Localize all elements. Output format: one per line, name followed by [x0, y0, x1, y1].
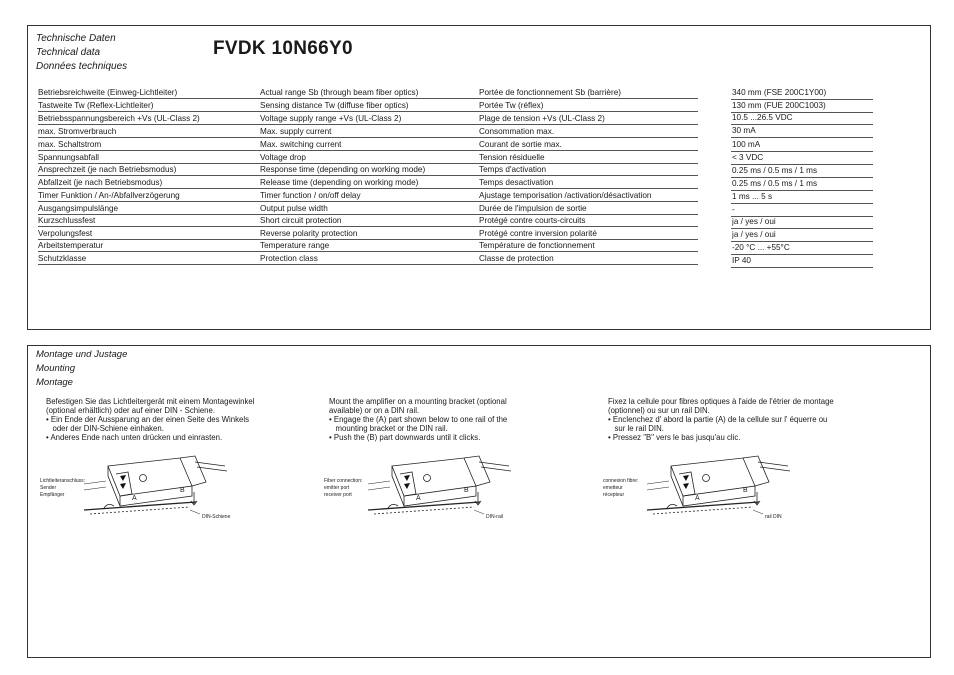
technical-data-panel	[27, 25, 931, 330]
spec-label-en: Release time (depending on working mode)	[260, 178, 419, 187]
spec-label-fr: Temps d'activation	[479, 165, 547, 174]
spec-label-fr: Protégé contre courts-circuits	[479, 216, 586, 225]
spec-label-de: Tastweite Tw (Reflex-Lichtleiter)	[38, 101, 154, 110]
mounting-title-en: Mounting	[36, 363, 76, 374]
title-fr: Données techniques	[36, 61, 128, 72]
diagram-label-a: A	[416, 495, 421, 502]
spec-label-fr: Portée de fonctionnement Sb (barrière)	[479, 88, 621, 97]
spec-value-row	[731, 139, 873, 152]
model-number: FVDK 10N66Y0	[213, 38, 353, 59]
spec-label-en: Max. switching current	[260, 140, 342, 149]
value-divider	[731, 267, 873, 268]
mounting-text-de: Befestigen Sie das Lichtleitergerät mit einem Montagewinkel (optional erhältlich) oder auf einer DIN - Schiene. • Ein Ende der Aussparung an der einen Seite des Winkels oder der DIN-Schiene einhaken. • Anderes Ende nach unten drücken und einrasten.	[46, 397, 255, 442]
spec-row	[38, 163, 698, 176]
spec-value-row	[731, 229, 873, 242]
spec-label-fr: Protégé contre inversion polarité	[479, 229, 597, 238]
mounting-panel	[27, 345, 931, 658]
indicator-led	[424, 475, 431, 482]
diagram-label-b: B	[464, 487, 469, 494]
spec-label-de: Verpolungsfest	[38, 229, 93, 238]
spec-label-en: Response time (depending on working mode)	[260, 165, 426, 174]
spec-value-row	[731, 178, 873, 191]
spec-label-fr: Courant de sortie max.	[479, 140, 562, 149]
spec-value-row	[731, 242, 873, 255]
indicator-led	[703, 475, 710, 482]
diagram-receiver-label: receiver port	[324, 492, 352, 498]
spec-label-fr: Tension résiduelle	[479, 153, 545, 162]
spec-value: 100 mA	[732, 140, 761, 149]
spec-value-row	[731, 87, 873, 100]
spec-value-row	[731, 191, 873, 204]
spec-label-fr: Température de fonctionnement	[479, 241, 595, 250]
spec-value: 0.25 ms / 0.5 ms / 1 ms	[732, 166, 818, 175]
diagram-receiver-label: Empfänger	[40, 492, 65, 498]
diagram-rail-label: DIN-Schiene	[202, 514, 231, 520]
spec-value: 340 mm (FSE 200C1Y00)	[732, 88, 827, 97]
spec-label-fr: Classe de protection	[479, 254, 554, 263]
spec-row	[38, 189, 698, 202]
spec-value: ja / yes / oui	[732, 217, 776, 226]
diagram-sender-label: emitter port	[324, 485, 350, 491]
spec-value: -	[732, 205, 735, 214]
spec-value: 10.5 ...26.5 VDC	[732, 113, 793, 122]
mounting-diagram	[40, 448, 240, 528]
spec-value: -20 °C ... +55°C	[732, 243, 790, 252]
mounting-diagram	[603, 448, 803, 528]
spec-value-row	[731, 112, 873, 125]
spec-label-de: Betriebsreichweite (Einweg-Lichtleiter)	[38, 88, 178, 97]
spec-label-en: Short circuit protection	[260, 216, 342, 225]
spec-label-fr: Ajustage temporisation /activation/désactivation	[479, 191, 652, 200]
diagram-rail-label: DIN-rail	[486, 514, 503, 520]
mounting-title-fr: Montage	[36, 377, 73, 388]
spec-label-en: Sensing distance Tw (diffuse fiber optics)	[260, 101, 409, 110]
spec-row	[38, 176, 698, 189]
spec-row	[38, 112, 698, 125]
spec-row	[38, 239, 698, 252]
spec-value-row	[731, 152, 873, 165]
spec-label-de: Ansprechzeit (je nach Betriebsmodus)	[38, 165, 177, 174]
spec-label-en: Protection class	[260, 254, 318, 263]
indicator-led	[140, 475, 147, 482]
diagram-rail-label: rail DIN	[765, 514, 782, 520]
spec-label-de: max. Stromverbrauch	[38, 127, 117, 136]
diagram-label-a: A	[695, 495, 700, 502]
value-divider	[731, 137, 873, 138]
spec-label-en: Reverse polarity protection	[260, 229, 358, 238]
spec-label-de: Ausgangsimpulslänge	[38, 204, 119, 213]
spec-value: 1 ms ... 5 s	[732, 192, 773, 201]
spec-label-fr: Consommation max.	[479, 127, 555, 136]
spec-label-en: Timer function / on/off delay	[260, 191, 361, 200]
diagram-sender-label: emetteur	[603, 485, 623, 491]
spec-label-fr: Portée Tw (réflex)	[479, 101, 544, 110]
spec-label-fr: Durée de l'impulsion de sortie	[479, 204, 587, 213]
spec-label-de: max. Schaltstrom	[38, 140, 102, 149]
mounting-text-en: Mount the amplifier on a mounting bracket (optional available) or on a DIN rail. • Engage the (A) part shown below to one rail of the mounting bracket or the DIN rail. • Push the (B) part downwards until it clicks.	[329, 397, 508, 442]
diagram-sender-label: Sender	[40, 485, 57, 491]
spec-row	[38, 125, 698, 138]
diagram-label-b: B	[743, 487, 748, 494]
diagram-fiber-label: Lichtleiteranschluss:	[40, 478, 86, 484]
spec-value: 130 mm (FUE 200C1003)	[732, 101, 826, 110]
spec-label-de: Abfallzeit (je nach Betriebsmodus)	[38, 178, 163, 187]
row-divider	[38, 264, 698, 265]
spec-label-en: Voltage drop	[260, 153, 306, 162]
spec-row	[38, 99, 698, 112]
spec-label-de: Timer Funktion / An-/Abfallverzögerung	[38, 191, 180, 200]
spec-value: IP 40	[732, 256, 751, 265]
diagram-receiver-label: récepteur	[603, 492, 625, 498]
spec-label-de: Spannungsabfall	[38, 153, 100, 162]
spec-value-row	[731, 216, 873, 229]
spec-row	[38, 252, 698, 265]
spec-value-row	[731, 255, 873, 268]
spec-value-row	[731, 125, 873, 138]
diagram-fiber-label: Fiber connection:	[324, 478, 363, 484]
spec-label-fr: Plage de tension +Vs (UL-Class 2)	[479, 114, 605, 123]
spec-value-row	[731, 165, 873, 178]
spec-label-de: Kurzschlussfest	[38, 216, 96, 225]
spec-row	[38, 86, 698, 99]
spec-label-en: Max. supply current	[260, 127, 332, 136]
diagram-label-a: A	[132, 495, 137, 502]
spec-label-en: Voltage supply range +Vs (UL-Class 2)	[260, 114, 402, 123]
spec-value: < 3 VDC	[732, 153, 764, 162]
title-de: Technische Daten	[36, 33, 116, 44]
spec-row	[38, 138, 698, 151]
spec-value: 30 mA	[732, 126, 756, 135]
spec-label-fr: Temps desactivation	[479, 178, 554, 187]
spec-label-de: Schutzklasse	[38, 254, 87, 263]
spec-label-en: Temperature range	[260, 241, 330, 250]
diagram-fiber-label: connexion fibre:	[603, 478, 639, 484]
spec-label-de: Arbeitstemperatur	[38, 241, 104, 250]
mounting-title-de: Montage und Justage	[36, 349, 128, 360]
diagram-label-b: B	[180, 487, 185, 494]
spec-value: 0.25 ms / 0.5 ms / 1 ms	[732, 179, 818, 188]
spec-label-de: Betriebsspannungsbereich +Vs (UL-Class 2)	[38, 114, 200, 123]
mounting-text-fr: Fixez la cellule pour fibres optiques à l'aide de l'étrier de montage (optionnel) ou sur un rail DIN. • Enclenchez d' abord la partie (A) de la cellule sur l' équerre ou sur le rail DIN. • Pressez "B" vers le bas jusqu'au clic.	[608, 397, 834, 442]
spec-label-en: Actual range Sb (through beam fiber optics)	[260, 88, 419, 97]
title-en: Technical data	[36, 47, 101, 58]
mounting-diagram	[324, 448, 524, 528]
spec-label-en: Output pulse width	[260, 204, 328, 213]
spec-value: ja / yes / oui	[732, 230, 776, 239]
spec-row	[38, 214, 698, 227]
